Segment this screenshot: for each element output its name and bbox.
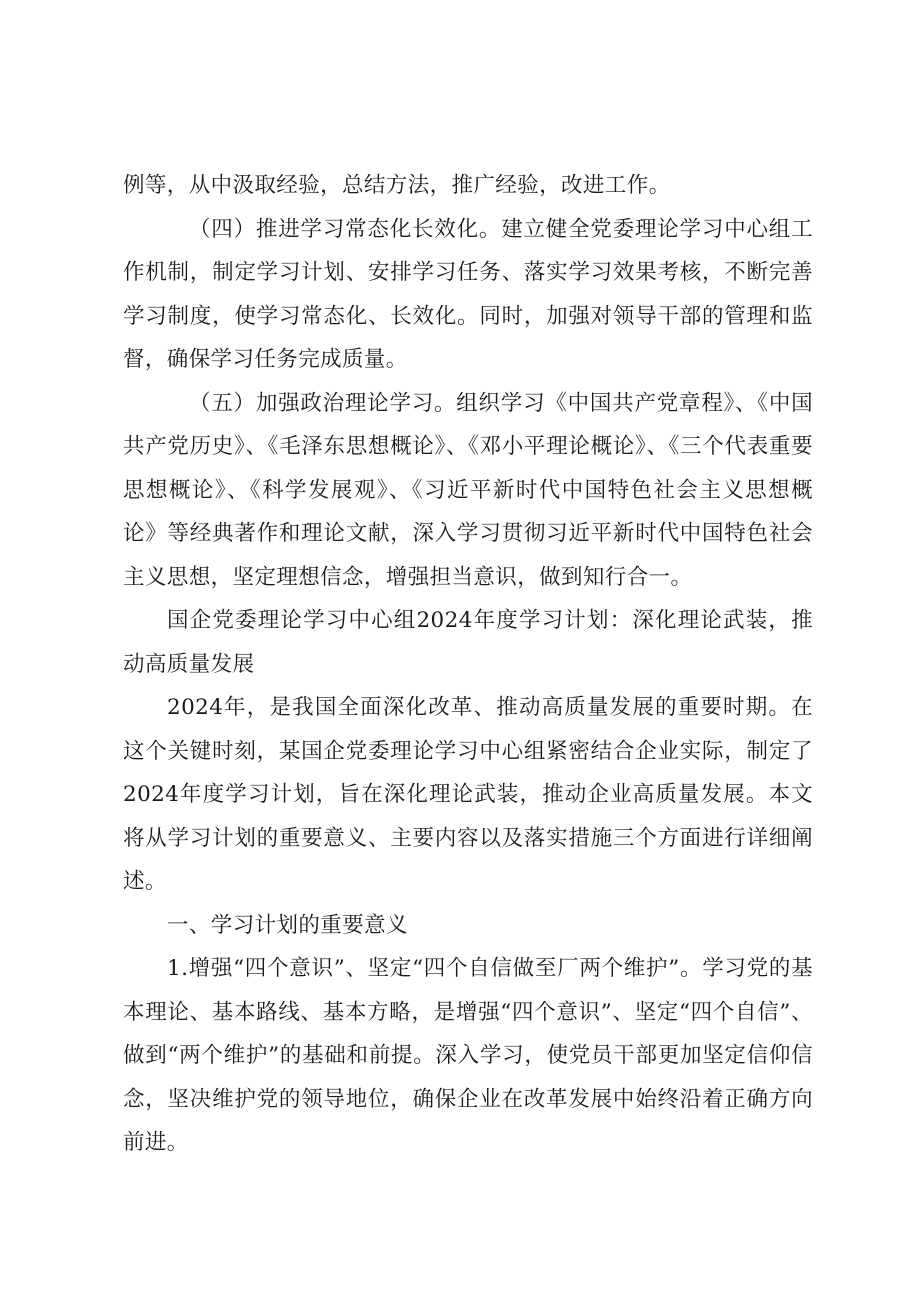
article-title: 国企党委理论学习中心组2024年度学习计划：深化理论武装，推动高质量发展 xyxy=(123,608,813,677)
section-heading-significance: 一、学习计划的重要意义 xyxy=(167,912,408,938)
paragraph-section-five: （五）加强政治理论学习。组织学习《中国共产党章程》、《中国共产党历史》、《毛泽东思想概论》、《邓小平理论概论》、《三个代表重要思想概论》、《科学发展观》、《习近平新时代中国特色社会主义思想概论》等经典著作和理论文献，深入学习贯彻习近平新时代中国特色社会主义思想，坚定理想信念，增强担当意识，做到知行合一。 xyxy=(123,390,813,590)
paragraph-point-one: 1.增强“四个意识”、坚定“四个自信做至厂两个维护”。学习党的基本理论、基本路线、基本方略，是增强“四个意识”、坚定“四个自信”、做到“两个维护”的基础和前提。深入学习，使党员干部更加坚定信仰信念，坚决维护党的领导地位，确保企业在改革发展中始终沿着正确方向前进。 xyxy=(123,956,813,1155)
paragraph-intro: 2024年，是我国全面深化改革、推动高质量发展的重要时期。在这个关键时刻，某国企党委理论学习中心组紧密结合企业实际，制定了2024年度学习计划，旨在深化理论武装，推动企业高质量发展。本文将从学习计划的重要意义、主要内容以及落实措施三个方面进行详细阐述。 xyxy=(123,695,813,894)
paragraph-continuation: 例等，从中汲取经验，总结方法，推广经验，改进工作。 xyxy=(123,173,671,198)
paragraph-section-four: （四）推进学习常态化长效化。建立健全党委理论学习中心组工作机制，制定学习计划、安排学习任务、落实学习效果考核，不断完善学习制度，使学习常态化、长效化。同时，加强对领导干部的管理和监督，确保学习任务完成质量。 xyxy=(123,216,813,372)
document-body xyxy=(123,164,813,1165)
